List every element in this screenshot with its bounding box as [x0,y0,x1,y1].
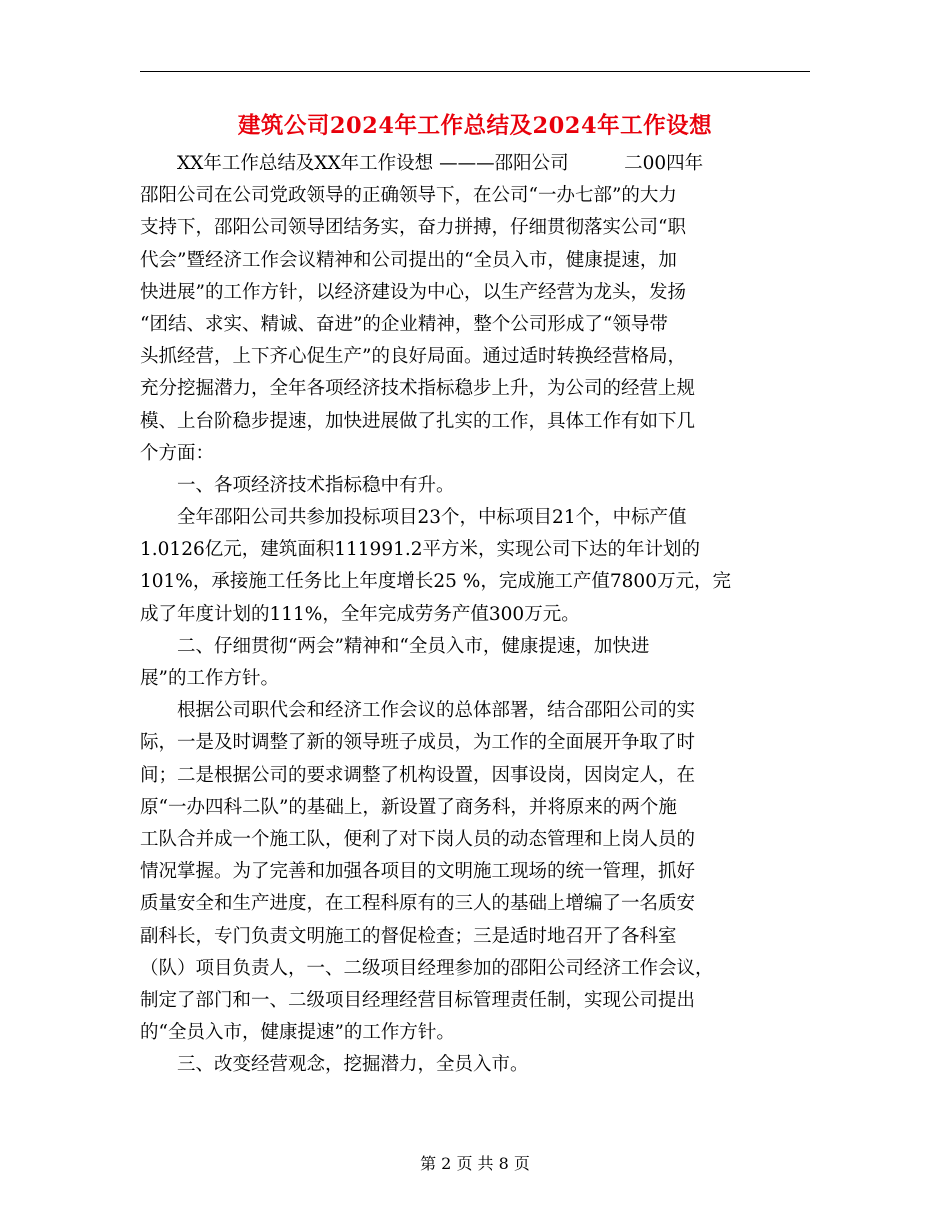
body-line: 头抓经营，上下齐心促生产”的良好局面。通过适时转换经营格局， [140,346,686,368]
body-line: 支持下，邵阳公司领导团结务实，奋力拼搏，仔细贯彻落实公司“职 [140,217,686,239]
page-number: 第 2 页 共 8 页 [420,1154,530,1173]
body-line: 制定了部门和一、二级项目经理经营目标管理责任制，实现公司提出 [140,989,696,1011]
body-line: 模、上台阶稳步提速，加快进展做了扎实的工作，具体工作有如下几 [140,410,696,432]
document-body [140,148,805,1081]
body-line: 际，一是及时调整了新的领导班子成员，为工作的全面展开争取了时 [140,732,696,754]
body-line: 间；二是根据公司的要求调整了机构设置，因事设岗，因岗定人，在 [140,764,696,786]
section-heading: 一、各项经济技术指标稳中有升。 [140,474,455,496]
body-line: 代会”暨经济工作会议精神和公司提出的“全员入市，健康提速，加 [140,249,677,271]
body-line: 1.0126亿元，建筑面积111991.2平方米，实现公司下达的年计划的 [140,539,701,561]
body-line: 快进展”的工作方针，以经济建设为中心，以生产经营为龙头，发扬 [140,281,686,303]
body-line: 根据公司职代会和经济工作会议的总体部署，结合邵阳公司的实 [140,700,696,722]
body-line: 充分挖掘潜力，全年各项经济技术指标稳步上升，为公司的经营上规 [140,378,696,400]
body-line: “团结、求实、精诚、奋进”的企业精神，整个公司形成了“领导带 [140,313,668,335]
body-line: 全年邵阳公司共参加投标项目23个，中标项目21个，中标产值 [140,507,687,529]
body-line: 工队合并成一个施工队，便利了对下岗人员的动态管理和上岗人员的 [140,828,696,850]
body-line: 情况掌握。为了完善和加强各项目的文明施工现场的统一管理，抓好 [140,861,696,883]
body-line: 成了年度计划的111%，全年完成劳务产值300万元。 [140,603,580,625]
body-line: 个方面： [140,442,215,464]
section-heading: 二、仔细贯彻“两会”精神和“全员入市，健康提速，加快进 [140,635,650,657]
body-line: 邵阳公司在公司党政领导的正确领导下，在公司“一办七部”的大力 [140,185,677,207]
body-line: 的“全员入市，健康提速”的工作方针。 [140,1022,455,1044]
header-rule [140,71,810,72]
body-line: XX年工作总结及XX年工作设想 ———邵阳公司 二00四年 [140,153,704,174]
section-heading: 三、改变经营观念，挖掘潜力，全员入市。 [140,1054,529,1076]
body-line: 副科长，专门负责文明施工的督促检查；三是适时地召开了各科室 [140,925,677,947]
body-line: 101%，承接施工任务比上年度增长25 %，完成施工产值7800万元，完 [140,571,731,593]
body-line: （队）项目负责人，一、二级项目经理参加的邵阳公司经济工作会议， [140,957,714,979]
document-title: 建筑公司2024年工作总结及2024年工作设想 [237,113,713,139]
body-line: 质量安全和生产进度，在工程科原有的三人的基础上增编了一名质安 [140,893,696,915]
body-line: 原“一办四科二队”的基础上，新设置了商务科，并将原来的两个施 [140,796,677,818]
section-heading: 展”的工作方针。 [140,668,279,689]
